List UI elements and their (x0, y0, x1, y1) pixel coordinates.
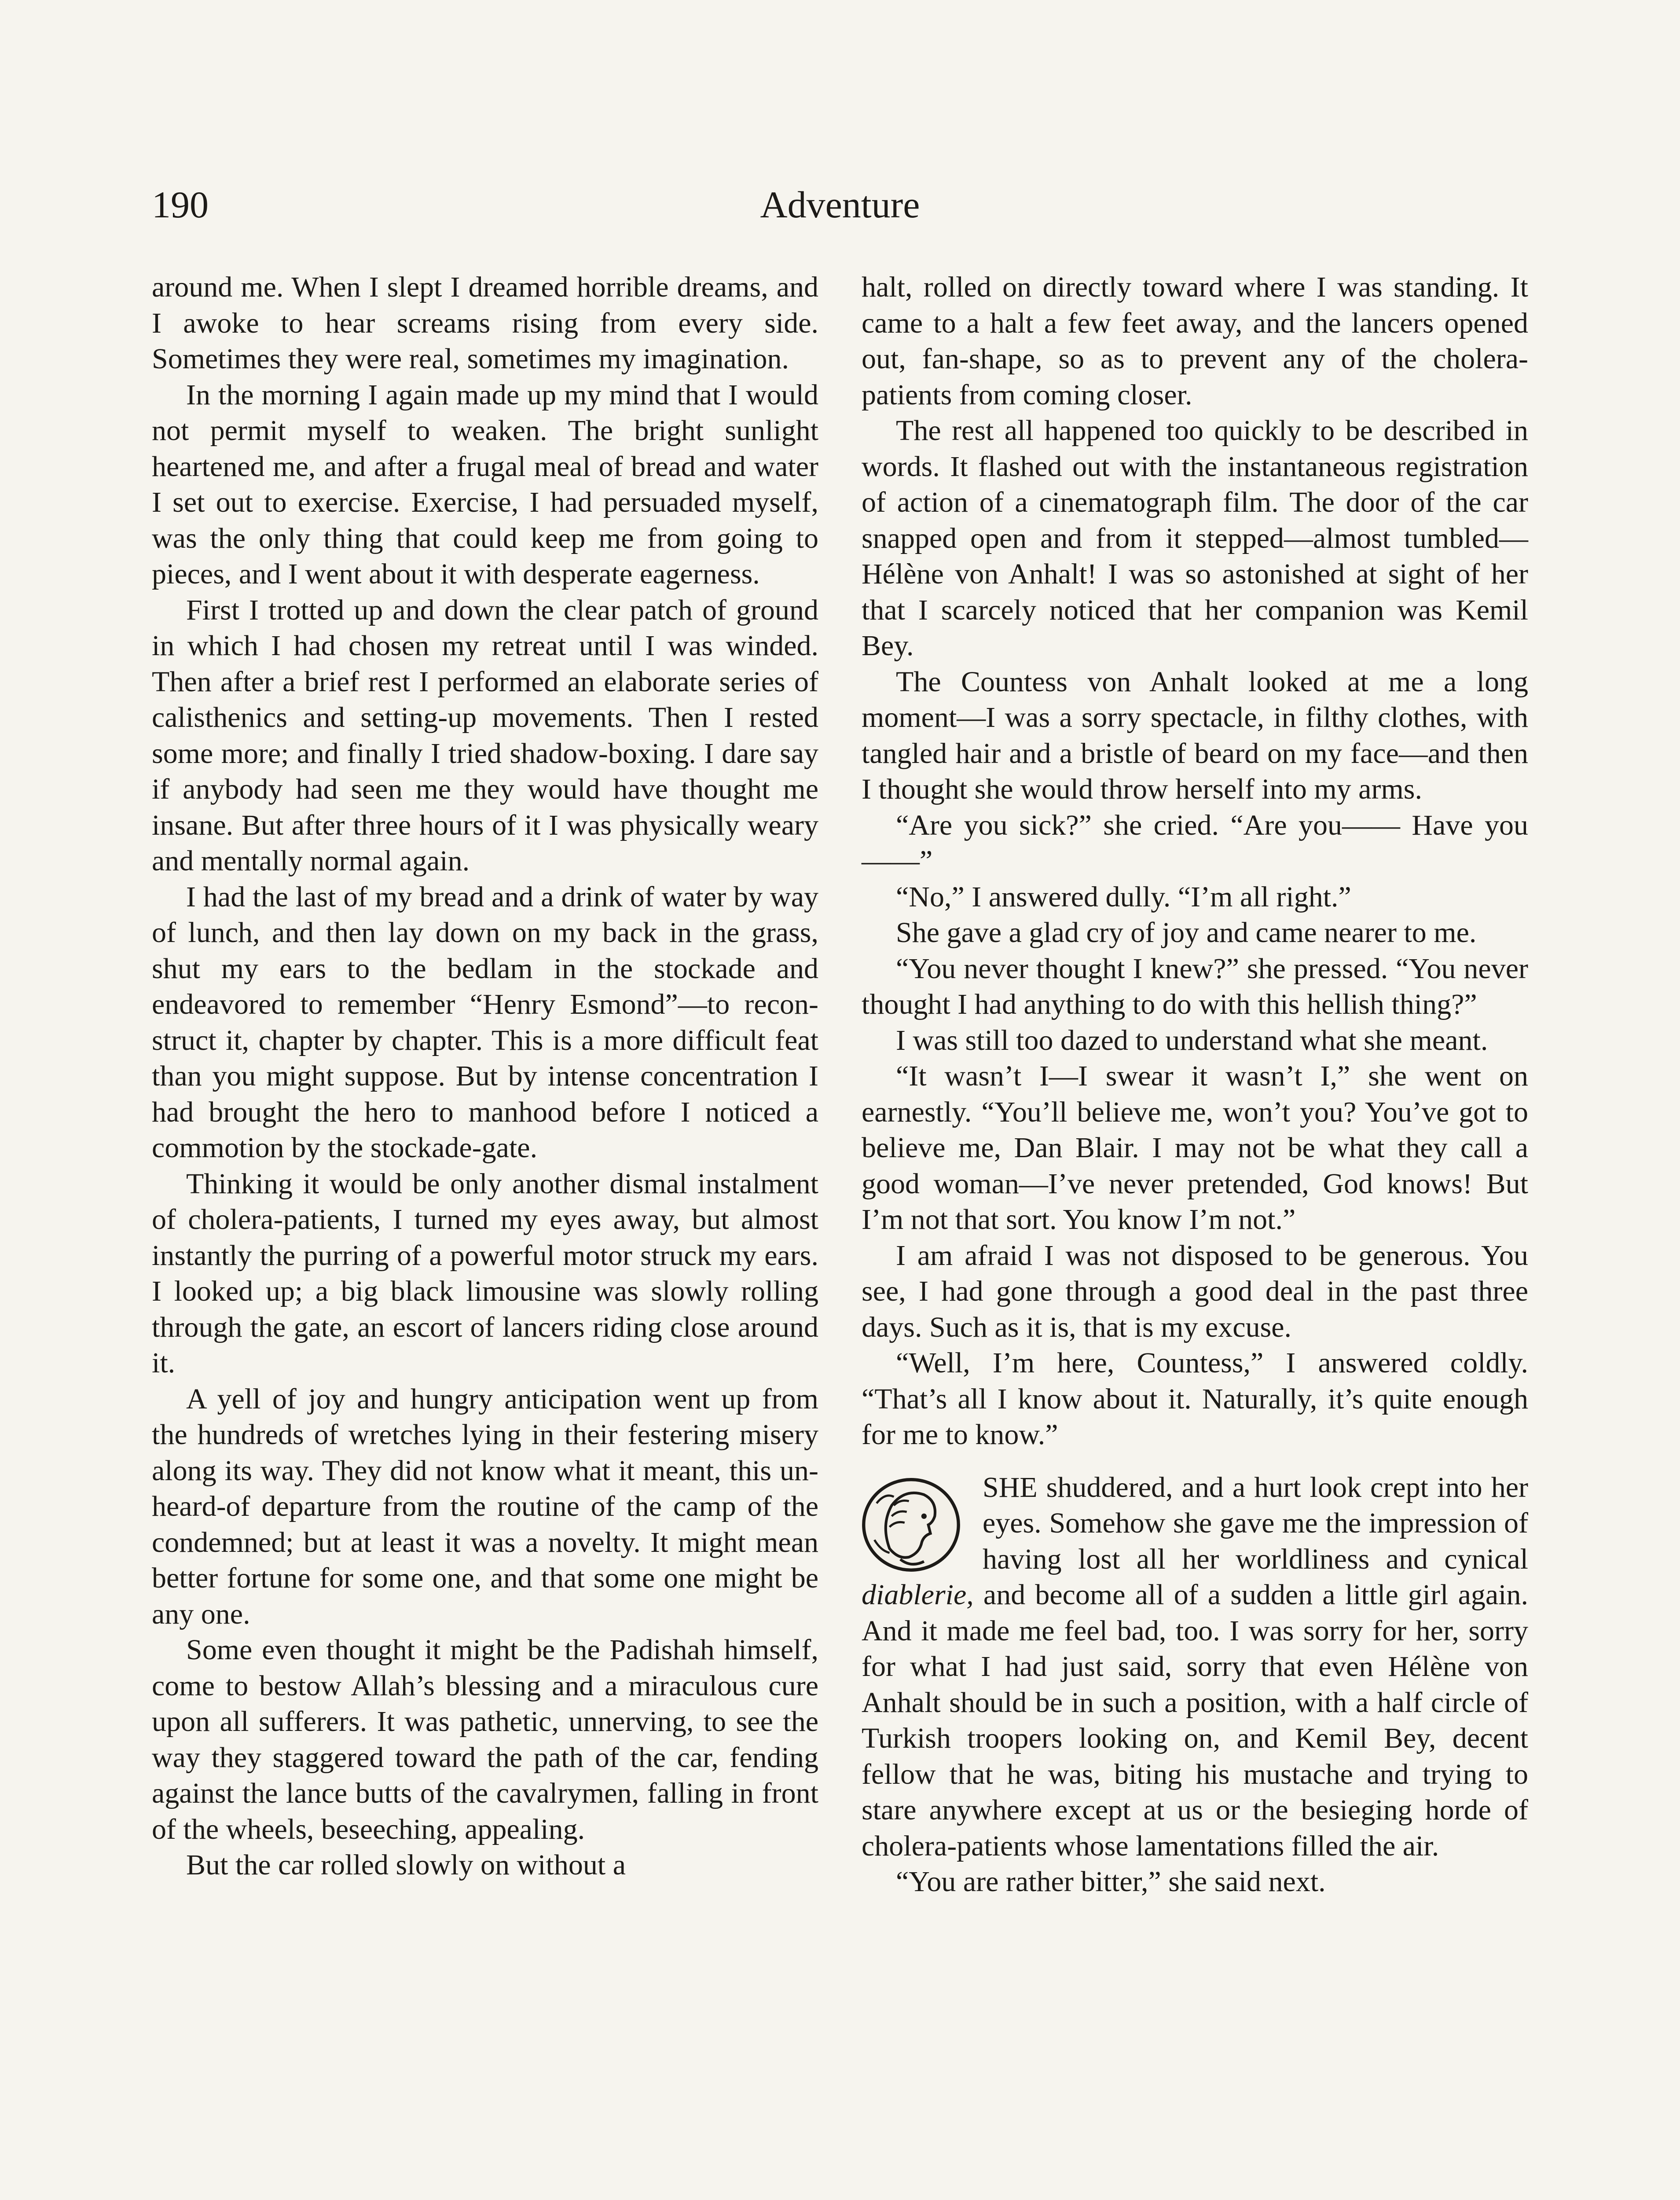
paragraph: A yell of joy and hungry anticipation went up from the hundreds of wretches lying in their festering misery along its way. They did not know what it meant, this unheard-of departure from the routine of the camp of the condemned; but at least it was a novelty. It might mean better fortune for some one, and that some one might be any one. (152, 1382, 818, 1630)
paragraph: I had the last of my bread and a drink of water by way of lunch, and then lay down on my back in the grass, shut my ears to the bedlam in the stockade and endeavored to remember “Henry Esmond”—to reconstruct it, chapter by chapter. This is a more difficult feat than you might suppose. But by intense concentration I had brought the hero to manhood before I noticed a commotion by the stockade-gate. (152, 880, 818, 1164)
section-break (862, 1470, 1528, 1864)
paragraph: “No,” I answered dully. “I’m all right.” (896, 880, 1351, 913)
paragraph: halt, rolled on directly toward where I was standing. It came to a halt a few feet away, and the lancers opened out, fan-shape, so as to prevent any of the cholera-patients from coming closer. (862, 271, 1528, 411)
woman-profile-ornament-icon (857, 1473, 965, 1577)
paragraph: I am afraid I was not disposed to be generous. You see, I had gone through a good deal in the past three days. Such as it is, that is my excuse. (862, 1239, 1528, 1343)
left-column (152, 269, 818, 1883)
running-title: Adventure (760, 183, 920, 226)
paragraph: Some even thought it might be the Padishah himself, come to bestow Allah’s blessing and a miraculous cure upon all sufferers. It was pathetic, unnerving, to see the way they staggered toward the path of the car, fending against the lance butts of the cavalrymen, falling in front of the wheels, beseeching, appealing. (152, 1634, 818, 1845)
paragraph: But the car rolled slowly on without a (186, 1849, 626, 1881)
page-number: 190 (152, 183, 209, 226)
paragraph: She gave a glad cry of joy and came nearer to me. (896, 917, 1477, 949)
paragraph: I was still too dazed to understand what she meant. (896, 1024, 1488, 1056)
paragraph: “Well, I’m here, Countess,” I answered coldly. “That’s all I know about it. Naturally, it’s quite enough for me to know.” (862, 1347, 1528, 1451)
paragraph: around me. When I slept I dreamed horrible dreams, and I awoke to hear screams rising from every side. Sometimes they were real, sometimes my imagination. (152, 271, 818, 375)
italic-word: diablerie, (862, 1579, 974, 1611)
paragraph: “Are you sick?” she cried. “Are you—— Have you——” (862, 809, 1528, 877)
paragraph: The Countess von Anhalt looked at me a long moment—I was a sorry spectacle, in filthy clothes, with tangled hair and a bristle of beard on my face—and then I thought she would throw herself into my arms. (862, 665, 1528, 805)
paragraph: First I trotted up and down the clear patch of ground in which I had chosen my retreat until I was winded. Then after a brief rest I performed an elaborate series of calisthenics and setting-up movements. Then I rested some more; and finally I tried shadow-boxing. I dare say if anybody had seen me they would have thought me insane. But after three hours of it I was physically weary and mentally normal again. (152, 594, 818, 877)
paragraph: “It wasn’t I—I swear it wasn’t I,” she went on earnestly. “You’ll believe me, won’t you? You’ve got to believe me, Dan Blair. I may not be what they call a good woman—I’ve never pretended, God knows! But I’m not that sort. You know I’m not.” (862, 1060, 1528, 1236)
paragraph: Thinking it would be only another dismal instalment of cholera-patients, I turned my eyes away, but almost instantly the purring of a powerful motor struck my ears. I looked up; a big black limousine was slowly rolling through the gate, an escort of lancers riding close around it. (152, 1167, 818, 1379)
paragraph: “You never thought I knew?” she pressed. “You never thought I had anything to do with this hellish thing?” (862, 952, 1528, 1020)
section-lead-text: SHE shuddered, and a hurt look crept into her eyes. Somehow she gave me the impression of having lost all her worldliness and cynical (983, 1471, 1528, 1575)
paragraph: “You are rather bitter,” she said next. (896, 1866, 1326, 1898)
section-rest-text: and become all of a sudden a little girl again. And it made me feel bad, too. I was sorry for her, sorry for what I had just said, sorry that even Hélène von Anhalt should be in such a position, with a half circle of Turkish troopers looking on, and Kemil Bey, decent fellow that he was, biting his mustache and trying to stare anywhere except at us or the besieging horde of cholera-patients whose lamentations filled the air. (862, 1579, 1528, 1862)
paragraph: The rest all happened too quickly to be described in words. It flashed out with the instantaneous registration of action of a cinematograph film. The door of the car snapped open and from it stepped—almost tumbled—Hélène von Anhalt! I was so astonished at sight of her that I scarcely noticed that her companion was Kemil Bey. (862, 414, 1528, 662)
right-column (862, 269, 1528, 1900)
paragraph: In the morning I again made up my mind that I would not permit myself to weaken. The bright sunlight heartened me, and after a frugal meal of bread and water I set out to exercise. Exercise, I had persuaded myself, was the only thing that could keep me from going to pieces, and I went about it with desperate eagerness. (152, 378, 818, 590)
